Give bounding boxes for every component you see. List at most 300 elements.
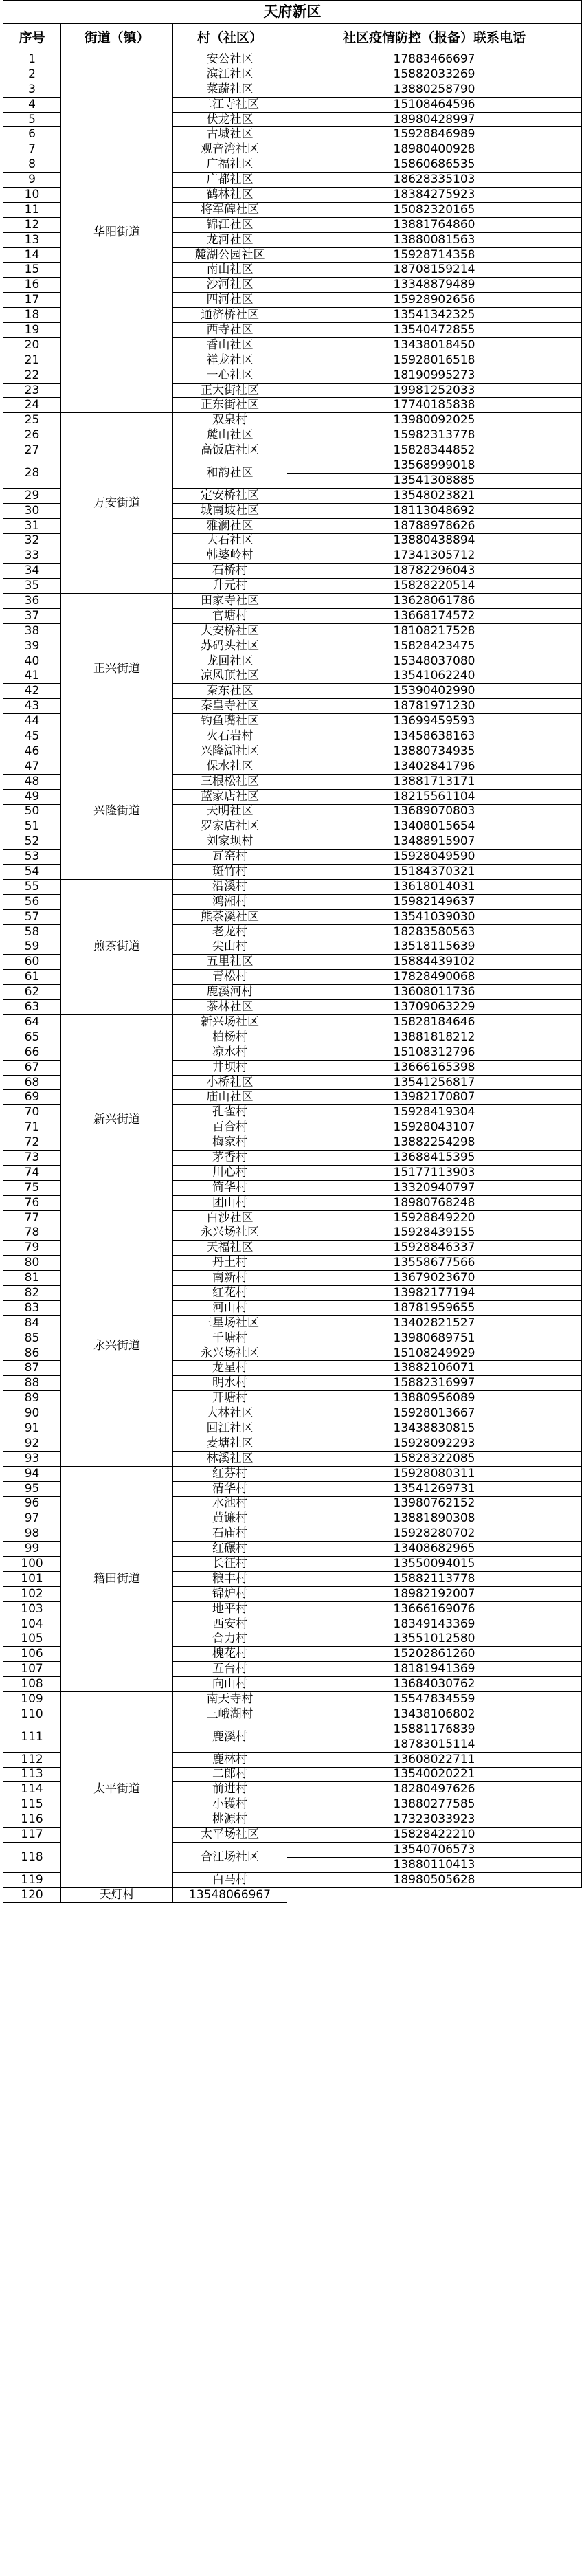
community-name: 鹤林社区 bbox=[173, 188, 287, 203]
community-name: 天灯村 bbox=[61, 1887, 173, 1902]
phone-number: 13320940797 bbox=[287, 1180, 582, 1195]
community-name: 团山村 bbox=[173, 1195, 287, 1210]
phone-number: 13541256817 bbox=[287, 1075, 582, 1090]
row-number: 40 bbox=[3, 654, 61, 669]
community-name: 河山村 bbox=[173, 1300, 287, 1315]
row-number: 41 bbox=[3, 669, 61, 684]
community-name: 广都社区 bbox=[173, 173, 287, 188]
phone-number: 13881764860 bbox=[287, 217, 582, 232]
community-name: 庙山社区 bbox=[173, 1090, 287, 1105]
phone-number: 13880277585 bbox=[287, 1797, 582, 1812]
phone-number: 15881176839 bbox=[287, 1722, 582, 1737]
community-name: 和韵社区 bbox=[173, 458, 287, 489]
row-number: 23 bbox=[3, 383, 61, 398]
table-row bbox=[3, 52, 582, 67]
row-number: 38 bbox=[3, 623, 61, 639]
phone-number: 13881818212 bbox=[287, 1030, 582, 1045]
phone-number: 18349143369 bbox=[287, 1617, 582, 1632]
community-name: 刘家坝村 bbox=[173, 834, 287, 850]
phone-number: 13882106071 bbox=[287, 1361, 582, 1376]
community-name: 桃源村 bbox=[173, 1812, 287, 1828]
phone-number: 13880438894 bbox=[287, 533, 582, 548]
row-number: 55 bbox=[3, 879, 61, 894]
phone-number: 15184370321 bbox=[287, 865, 582, 880]
row-number: 46 bbox=[3, 744, 61, 759]
phone-number: 18628335103 bbox=[287, 173, 582, 188]
phone-number: 17323033923 bbox=[287, 1812, 582, 1828]
community-name: 鹿林村 bbox=[173, 1752, 287, 1767]
community-name: 双泉村 bbox=[173, 413, 287, 428]
row-number: 21 bbox=[3, 353, 61, 368]
phone-number: 13679023670 bbox=[287, 1271, 582, 1286]
row-number: 102 bbox=[3, 1586, 61, 1601]
community-name: 正东街社区 bbox=[173, 398, 287, 413]
row-number: 6 bbox=[3, 127, 61, 142]
row-number: 16 bbox=[3, 278, 61, 293]
phone-number: 13688415395 bbox=[287, 1151, 582, 1166]
phone-number: 15828220514 bbox=[287, 579, 582, 594]
row-number: 9 bbox=[3, 173, 61, 188]
street-name: 兴隆街道 bbox=[61, 744, 173, 879]
phone-number: 13548023821 bbox=[287, 488, 582, 503]
community-name: 太平场社区 bbox=[173, 1828, 287, 1843]
row-number: 33 bbox=[3, 548, 61, 564]
row-number: 27 bbox=[3, 443, 61, 458]
community-name: 龙回社区 bbox=[173, 654, 287, 669]
community-name: 黄镰村 bbox=[173, 1511, 287, 1526]
phone-number: 13880258790 bbox=[287, 82, 582, 97]
row-number: 98 bbox=[3, 1526, 61, 1542]
row-number: 18 bbox=[3, 308, 61, 323]
row-number: 110 bbox=[3, 1707, 61, 1722]
row-number: 24 bbox=[3, 398, 61, 413]
phone-number: 17740185838 bbox=[287, 398, 582, 413]
row-number: 49 bbox=[3, 789, 61, 804]
phone-number: 15348037080 bbox=[287, 654, 582, 669]
community-name: 二江寺社区 bbox=[173, 97, 287, 112]
row-number: 51 bbox=[3, 819, 61, 834]
row-number: 84 bbox=[3, 1315, 61, 1331]
phone-number: 15860686535 bbox=[287, 157, 582, 173]
phone-number: 13699459593 bbox=[287, 714, 582, 729]
phone-number: 13668174572 bbox=[287, 608, 582, 623]
row-number: 90 bbox=[3, 1406, 61, 1421]
community-name: 麓湖公园社区 bbox=[173, 247, 287, 263]
community-name: 城南坡社区 bbox=[173, 503, 287, 518]
row-number: 25 bbox=[3, 413, 61, 428]
phone-number: 15928016518 bbox=[287, 353, 582, 368]
phone-number: 17828490068 bbox=[287, 970, 582, 985]
phone-number: 13628061786 bbox=[287, 594, 582, 609]
phone-number: 13684030762 bbox=[287, 1677, 582, 1692]
row-number: 45 bbox=[3, 729, 61, 744]
phone-number: 15884439102 bbox=[287, 955, 582, 970]
row-number: 88 bbox=[3, 1376, 61, 1391]
row-number: 76 bbox=[3, 1195, 61, 1210]
phone-number: 13550094015 bbox=[287, 1557, 582, 1572]
street-name: 永兴街道 bbox=[61, 1225, 173, 1466]
community-name: 钓鱼嘴社区 bbox=[173, 714, 287, 729]
community-name: 柏杨村 bbox=[173, 1030, 287, 1045]
phone-number: 18781959655 bbox=[287, 1300, 582, 1315]
community-name: 苏码头社区 bbox=[173, 639, 287, 654]
phone-number: 18980768248 bbox=[287, 1195, 582, 1210]
row-number: 99 bbox=[3, 1542, 61, 1557]
street-name: 籍田街道 bbox=[61, 1466, 173, 1691]
community-name: 保水社区 bbox=[173, 759, 287, 774]
row-number: 61 bbox=[3, 970, 61, 985]
row-number: 64 bbox=[3, 1015, 61, 1030]
community-name: 永兴场社区 bbox=[173, 1346, 287, 1361]
community-name: 麓山社区 bbox=[173, 428, 287, 443]
row-number: 32 bbox=[3, 533, 61, 548]
community-name: 红芬村 bbox=[173, 1466, 287, 1481]
community-name: 石庙村 bbox=[173, 1526, 287, 1542]
phone-number: 13608022711 bbox=[287, 1752, 582, 1767]
phone-number: 13880956089 bbox=[287, 1391, 582, 1406]
table-row bbox=[3, 1466, 582, 1481]
row-number: 30 bbox=[3, 503, 61, 518]
community-name: 兴隆湖社区 bbox=[173, 744, 287, 759]
row-number: 113 bbox=[3, 1767, 61, 1782]
phone-number: 13458638163 bbox=[287, 729, 582, 744]
community-name: 向山村 bbox=[173, 1677, 287, 1692]
row-number: 59 bbox=[3, 940, 61, 955]
phone-number: 13880081563 bbox=[287, 232, 582, 247]
row-number: 74 bbox=[3, 1165, 61, 1180]
community-name: 韩婆岭村 bbox=[173, 548, 287, 564]
row-number: 4 bbox=[3, 97, 61, 112]
community-name: 四河社区 bbox=[173, 293, 287, 308]
row-number: 92 bbox=[3, 1436, 61, 1451]
community-name: 祥龙社区 bbox=[173, 353, 287, 368]
row-number: 81 bbox=[3, 1271, 61, 1286]
community-name: 西寺社区 bbox=[173, 323, 287, 338]
phone-number: 17341305712 bbox=[287, 548, 582, 564]
phone-number: 13541308885 bbox=[287, 473, 582, 488]
phone-number: 18280497626 bbox=[287, 1782, 582, 1797]
row-number: 68 bbox=[3, 1075, 61, 1090]
row-number: 111 bbox=[3, 1722, 61, 1752]
phone-number: 18781971230 bbox=[287, 699, 582, 714]
row-number: 89 bbox=[3, 1391, 61, 1406]
community-name: 熊茶溪社区 bbox=[173, 909, 287, 924]
row-number: 58 bbox=[3, 924, 61, 940]
phone-number: 18108217528 bbox=[287, 623, 582, 639]
row-number: 73 bbox=[3, 1151, 61, 1166]
contact-table bbox=[3, 0, 582, 1903]
phone-number: 18788978626 bbox=[287, 518, 582, 533]
row-number: 112 bbox=[3, 1752, 61, 1767]
community-name: 尖山村 bbox=[173, 940, 287, 955]
sheet-title: 天府新区 bbox=[3, 1, 582, 24]
community-name: 鹿溪河村 bbox=[173, 985, 287, 1000]
table-row bbox=[3, 744, 582, 759]
phone-number: 18980428997 bbox=[287, 112, 582, 127]
community-name: 沙河社区 bbox=[173, 278, 287, 293]
phone-number: 13551012580 bbox=[287, 1632, 582, 1647]
phone-number: 13982170807 bbox=[287, 1090, 582, 1105]
row-number: 3 bbox=[3, 82, 61, 97]
community-name: 明水村 bbox=[173, 1376, 287, 1391]
community-name: 简华村 bbox=[173, 1180, 287, 1195]
community-name: 滨江社区 bbox=[173, 67, 287, 82]
phone-number: 13666169076 bbox=[287, 1601, 582, 1617]
header-no: 序号 bbox=[3, 24, 61, 52]
phone-number: 13709063229 bbox=[287, 1000, 582, 1015]
phone-number: 15882113778 bbox=[287, 1571, 582, 1586]
community-name: 一心社区 bbox=[173, 368, 287, 383]
phone-number: 15928849220 bbox=[287, 1210, 582, 1225]
row-number: 116 bbox=[3, 1812, 61, 1828]
phone-number: 15828184646 bbox=[287, 1015, 582, 1030]
community-name: 茶林社区 bbox=[173, 1000, 287, 1015]
street-name: 新兴街道 bbox=[61, 1015, 173, 1225]
community-name: 五台村 bbox=[173, 1662, 287, 1677]
phone-number: 13348879489 bbox=[287, 278, 582, 293]
phone-number: 13568999018 bbox=[287, 458, 582, 474]
community-name: 广福社区 bbox=[173, 157, 287, 173]
row-number: 72 bbox=[3, 1135, 61, 1151]
community-name: 水池村 bbox=[173, 1496, 287, 1511]
row-number: 2 bbox=[3, 67, 61, 82]
row-number: 91 bbox=[3, 1421, 61, 1436]
row-number: 35 bbox=[3, 579, 61, 594]
community-name: 锦炉村 bbox=[173, 1586, 287, 1601]
contact-sheet bbox=[3, 0, 581, 1903]
community-name: 茅香村 bbox=[173, 1151, 287, 1166]
community-name: 定安桥社区 bbox=[173, 488, 287, 503]
row-number: 15 bbox=[3, 263, 61, 278]
phone-number: 15928714358 bbox=[287, 247, 582, 263]
row-number: 12 bbox=[3, 217, 61, 232]
row-number: 65 bbox=[3, 1030, 61, 1045]
street-name: 万安街道 bbox=[61, 413, 173, 594]
header-street: 街道（镇） bbox=[61, 24, 173, 52]
street-name: 太平街道 bbox=[61, 1692, 173, 1888]
row-number: 1 bbox=[3, 52, 61, 67]
row-number: 20 bbox=[3, 337, 61, 353]
row-number: 94 bbox=[3, 1466, 61, 1481]
row-number: 60 bbox=[3, 955, 61, 970]
row-number: 101 bbox=[3, 1571, 61, 1586]
phone-number: 18783015114 bbox=[287, 1737, 582, 1752]
phone-number: 15828422210 bbox=[287, 1828, 582, 1843]
row-number: 8 bbox=[3, 157, 61, 173]
community-name: 南新村 bbox=[173, 1271, 287, 1286]
community-name: 菜蔬社区 bbox=[173, 82, 287, 97]
community-name: 青松村 bbox=[173, 970, 287, 985]
community-name: 合江场社区 bbox=[173, 1842, 287, 1872]
row-number: 104 bbox=[3, 1617, 61, 1632]
phone-number: 15828322085 bbox=[287, 1451, 582, 1466]
community-name: 秦东社区 bbox=[173, 684, 287, 699]
phone-number: 15928080311 bbox=[287, 1466, 582, 1481]
phone-number: 18980400928 bbox=[287, 142, 582, 157]
phone-number: 15082320165 bbox=[287, 202, 582, 217]
community-name: 粮丰村 bbox=[173, 1571, 287, 1586]
phone-number: 15882033269 bbox=[287, 67, 582, 82]
row-number: 17 bbox=[3, 293, 61, 308]
community-name: 永兴场社区 bbox=[173, 1225, 287, 1241]
community-name: 火石岩村 bbox=[173, 729, 287, 744]
community-name: 香山社区 bbox=[173, 337, 287, 353]
community-name: 官塘村 bbox=[173, 608, 287, 623]
row-number: 120 bbox=[3, 1887, 61, 1902]
phone-number: 15882316997 bbox=[287, 1376, 582, 1391]
phone-number: 15390402990 bbox=[287, 684, 582, 699]
row-number: 77 bbox=[3, 1210, 61, 1225]
row-number: 42 bbox=[3, 684, 61, 699]
community-name: 槐花村 bbox=[173, 1647, 287, 1662]
row-number: 87 bbox=[3, 1361, 61, 1376]
phone-number: 15928013667 bbox=[287, 1406, 582, 1421]
phone-number: 19981252033 bbox=[287, 383, 582, 398]
phone-number: 13541062240 bbox=[287, 669, 582, 684]
row-number: 48 bbox=[3, 774, 61, 789]
phone-number: 15928043107 bbox=[287, 1120, 582, 1135]
community-name: 天福社区 bbox=[173, 1241, 287, 1256]
community-name: 合力村 bbox=[173, 1632, 287, 1647]
phone-number: 13438018450 bbox=[287, 337, 582, 353]
community-name: 三星场社区 bbox=[173, 1315, 287, 1331]
row-number: 67 bbox=[3, 1060, 61, 1075]
row-number: 26 bbox=[3, 428, 61, 443]
row-number: 10 bbox=[3, 188, 61, 203]
community-name: 升元村 bbox=[173, 579, 287, 594]
community-name: 观音湾社区 bbox=[173, 142, 287, 157]
community-name: 龙星村 bbox=[173, 1361, 287, 1376]
community-name: 凉风顶社区 bbox=[173, 669, 287, 684]
community-name: 梅家村 bbox=[173, 1135, 287, 1151]
row-number: 57 bbox=[3, 909, 61, 924]
row-number: 80 bbox=[3, 1256, 61, 1271]
row-number: 105 bbox=[3, 1632, 61, 1647]
row-number: 95 bbox=[3, 1481, 61, 1496]
phone-number: 15982149637 bbox=[287, 894, 582, 909]
phone-number: 13540472855 bbox=[287, 323, 582, 338]
community-name: 南天寺村 bbox=[173, 1692, 287, 1707]
table-row bbox=[3, 594, 582, 609]
phone-number: 15108312796 bbox=[287, 1045, 582, 1060]
community-name: 丹土村 bbox=[173, 1256, 287, 1271]
community-name: 井坝村 bbox=[173, 1060, 287, 1075]
row-number: 29 bbox=[3, 488, 61, 503]
row-number: 43 bbox=[3, 699, 61, 714]
community-name: 西安村 bbox=[173, 1617, 287, 1632]
phone-number: 15547834559 bbox=[287, 1692, 582, 1707]
phone-number: 15928419304 bbox=[287, 1105, 582, 1120]
phone-number: 13541039030 bbox=[287, 909, 582, 924]
community-name: 将军碑社区 bbox=[173, 202, 287, 217]
row-number: 52 bbox=[3, 834, 61, 850]
community-name: 麦塘社区 bbox=[173, 1436, 287, 1451]
phone-number: 13880734935 bbox=[287, 744, 582, 759]
table-body bbox=[3, 52, 582, 1903]
row-number: 109 bbox=[3, 1692, 61, 1707]
community-name: 大石社区 bbox=[173, 533, 287, 548]
community-name: 小镬村 bbox=[173, 1797, 287, 1812]
community-name: 长征村 bbox=[173, 1557, 287, 1572]
community-name: 小桥社区 bbox=[173, 1075, 287, 1090]
community-name: 通济桥社区 bbox=[173, 308, 287, 323]
community-name: 南山社区 bbox=[173, 263, 287, 278]
community-name: 鹿溪村 bbox=[173, 1722, 287, 1752]
phone-number: 13608011736 bbox=[287, 985, 582, 1000]
community-name: 大林社区 bbox=[173, 1406, 287, 1421]
row-number: 5 bbox=[3, 112, 61, 127]
phone-number: 13982177194 bbox=[287, 1286, 582, 1301]
phone-number: 13438830815 bbox=[287, 1421, 582, 1436]
row-number: 85 bbox=[3, 1331, 61, 1346]
phone-number: 13548066967 bbox=[173, 1887, 287, 1902]
community-name: 秦皇寺社区 bbox=[173, 699, 287, 714]
row-number: 37 bbox=[3, 608, 61, 623]
row-number: 56 bbox=[3, 894, 61, 909]
row-number: 69 bbox=[3, 1090, 61, 1105]
community-name: 老龙村 bbox=[173, 924, 287, 940]
phone-number: 18181941369 bbox=[287, 1662, 582, 1677]
row-number: 103 bbox=[3, 1601, 61, 1617]
phone-number: 13488915907 bbox=[287, 834, 582, 850]
phone-number: 13540020221 bbox=[287, 1767, 582, 1782]
phone-number: 13402841796 bbox=[287, 759, 582, 774]
community-name: 清华村 bbox=[173, 1481, 287, 1496]
community-name: 沿溪村 bbox=[173, 879, 287, 894]
row-number: 53 bbox=[3, 850, 61, 865]
phone-number: 15928902656 bbox=[287, 293, 582, 308]
community-name: 伏龙社区 bbox=[173, 112, 287, 127]
row-number: 83 bbox=[3, 1300, 61, 1315]
phone-number: 15982313778 bbox=[287, 428, 582, 443]
row-number: 44 bbox=[3, 714, 61, 729]
phone-number: 13980762152 bbox=[287, 1496, 582, 1511]
table-row bbox=[3, 1692, 582, 1707]
phone-number: 13541269731 bbox=[287, 1481, 582, 1496]
community-name: 大安桥社区 bbox=[173, 623, 287, 639]
community-name: 田家寺社区 bbox=[173, 594, 287, 609]
phone-number: 18782296043 bbox=[287, 564, 582, 579]
phone-number: 13881890308 bbox=[287, 1511, 582, 1526]
row-number: 14 bbox=[3, 247, 61, 263]
phone-number: 13882254298 bbox=[287, 1135, 582, 1151]
community-name: 雅澜社区 bbox=[173, 518, 287, 533]
phone-number: 13558677566 bbox=[287, 1256, 582, 1271]
phone-number: 18982192007 bbox=[287, 1586, 582, 1601]
row-number: 39 bbox=[3, 639, 61, 654]
row-number: 78 bbox=[3, 1225, 61, 1241]
phone-number: 13408682965 bbox=[287, 1542, 582, 1557]
phone-number: 13980689751 bbox=[287, 1331, 582, 1346]
row-number: 79 bbox=[3, 1241, 61, 1256]
phone-number: 15928846337 bbox=[287, 1241, 582, 1256]
row-number: 115 bbox=[3, 1797, 61, 1812]
phone-number: 15202861260 bbox=[287, 1647, 582, 1662]
community-name: 林溪社区 bbox=[173, 1451, 287, 1466]
phone-number: 13408015654 bbox=[287, 819, 582, 834]
community-name: 高饭店社区 bbox=[173, 443, 287, 458]
community-name: 红碾村 bbox=[173, 1542, 287, 1557]
row-number: 114 bbox=[3, 1782, 61, 1797]
community-name: 前进村 bbox=[173, 1782, 287, 1797]
community-name: 斑竹村 bbox=[173, 865, 287, 880]
community-name: 安公社区 bbox=[173, 52, 287, 67]
phone-number: 13618014031 bbox=[287, 879, 582, 894]
community-name: 孔雀村 bbox=[173, 1105, 287, 1120]
row-number: 54 bbox=[3, 865, 61, 880]
community-name: 龙河社区 bbox=[173, 232, 287, 247]
community-name: 三根松社区 bbox=[173, 774, 287, 789]
